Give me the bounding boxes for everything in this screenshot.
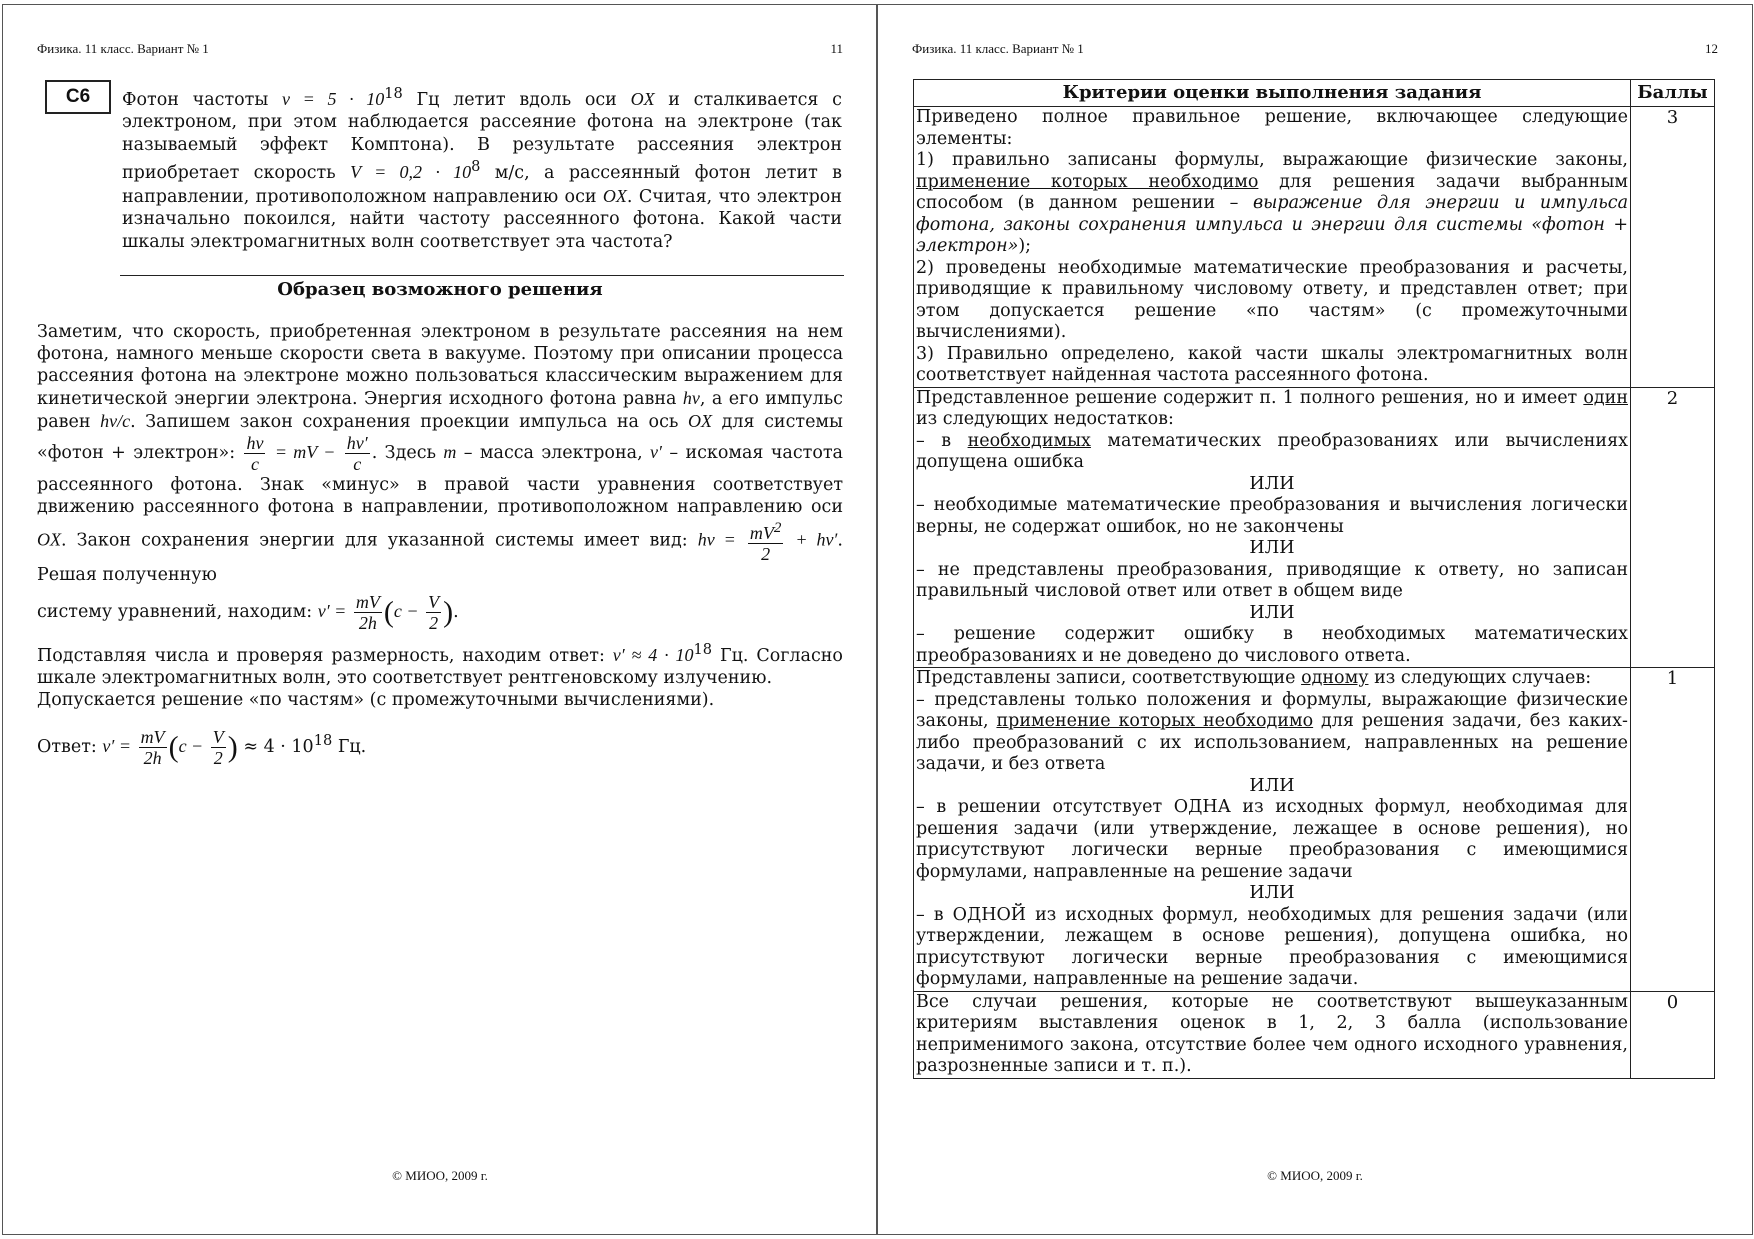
criteria-header: Критерии оценки выполнения задания [914, 80, 1631, 107]
points-cell: 0 [1631, 991, 1715, 1078]
footer: © МИОО, 2009 г. [1267, 1168, 1363, 1183]
page-left [2, 4, 878, 1235]
page-number: 12 [1705, 41, 1718, 56]
solution-paragraph-4: Допускается решение «по частям» (с промежуточными вычислениями). [37, 689, 715, 710]
footer: © МИОО, 2009 г. [392, 1168, 488, 1183]
equation-3: $\frac{mV}{2h}$ [355, 592, 380, 633]
task-label: С6 [45, 80, 111, 114]
points-header: Баллы [1631, 80, 1715, 107]
table-row [914, 107, 1715, 388]
criteria-cell-0: Все случаи решения, которые не соответствуют вышеуказанным критериям выставления оценок в 1, 2, 3 балла (использование неприменимого закона, отсутствие более чем одного исходного уравнения, разрозненные записи и т. п.). [914, 991, 1631, 1078]
page-number: 11 [830, 41, 843, 56]
table-row [914, 387, 1715, 668]
criteria-cell-3: Приведено полное правильное решение, включающее следующие элементы: 1) правильно записаны формулы, выражающие физические законы, применение которых необходимо для решения задачи выбранным способом (в данном решении – выражение для энергии и импульса фотона, законы сохранения импульса и энергии для системы «фотон + электрон»); 2) проведены необходимые математические преобразования и расчеты, приводящие к правильному числовому ответу, и представлен ответ; при этом допускается решение «по частям» (с промежуточными вычислениями). 3) Правильно определено, какой части шкалы электромагнитных волн соответствует найденная частота рассеянного фотона. [914, 107, 1631, 388]
criteria-cell-1: Представлены записи, соответствующие одному из следующих случаев: – представлены только положения и формулы, выражающие физические законы, применение которых необходимо для решения задачи, без каких-либо преобразований с их использованием, направленных на решение задачи, и без ответа ИЛИ – в решении отсутствует ОДНА из исходных формул, необходимая для решения задачи (или утверждение, лежащее в основе решения), но присутствуют логически верные преобразования с имеющимися формулами, направленные на решение задачи ИЛИ – в ОДНОЙ из исходных формул, необходимых для решения задачи (или утверждении, лежащем в основе решения), допущена ошибка, но присутствуют логически верные преобразования с имеющимися формулами, направленные на решение задачи. [914, 668, 1631, 992]
task-text: Фотон частоты $\nu = 5 \cdot 10^{18}$ Гц летит вдоль оси OX и сталкивается с электроном, при этом наблюдается рассеяние фотона на электроне (так называемый эффект Комптона). В результате рассеяния электрон приобретает скорость $V = 0,2 \cdot 10^8$ м/с, а рассеянный фотон летит в направлении, противоположном направлению оси OX. Считая, что электрон изначально покоился, найти частоту рассеянного фотона. Какой части шкалы электромагнитных волн соответствует эта частота? [122, 85, 842, 252]
solution-heading: Образец возможного решения [277, 279, 603, 300]
equation-1: $\frac{h\nu}{c}$ [246, 433, 264, 474]
header-title: Физика. 11 класс. Вариант № 1 [912, 41, 1084, 56]
solution-paragraph-3: Подставляя числа и проверяя размерность, находим ответ: $\nu' \approx 4 \cdot 10^{18}$ Гц. Согласно шкале электромагнитных волн, это соответствует рентгеновскому излучению. [37, 641, 843, 688]
solution-paragraph-2: систему уравнений, находим: ν′ = $\frac{mV}{2h}$ (c − $\frac{V}{2}$ ). [37, 592, 459, 633]
solution-body [37, 321, 843, 768]
final-answer: Ответ: ν′ = $\frac{mV}{2h}$ (c − $\frac{V}{2}$ ) ≈ $4 \cdot 10^{18}$ Гц. [37, 726, 367, 768]
points-cell: 2 [1631, 387, 1715, 668]
table-row [914, 668, 1715, 992]
header-title: Физика. 11 класс. Вариант № 1 [37, 41, 209, 56]
criteria-cell-2: Представленное решение содержит п. 1 полного решения, но и имеет один из следующих недостатков: – в необходимых математических преобразованиях или вычислениях допущена ошибка ИЛИ – необходимые математические преобразования и вычисления логически верны, не содержат ошибок, но не закончены ИЛИ – не представлены преобразования, приводящие к ответу, но записан правильный числовой ответ или ответ в общем виде ИЛИ – решение содержит ошибку в необходимых математических преобразованиях и не доведено до числового ответа. [914, 387, 1631, 668]
solution-paragraph-1: Заметим, что скорость, приобретенная электроном в результате рассеяния на нем фотона, намного меньше скорости света в вакууме. Поэтому при описании процесса рассеяния фотона на электроне можно пользоваться классическим выражением для кинетической энергии электрона. Энергия исходного фотона равна hν, а его импульс равен hν/c. Запишем закон сохранения проекции импульса на ось OX для системы «фотон + электрон»: $\frac{h\nu}{c}$ = mV − $\frac{h\nu'}{c}$ . Здесь m – масса электрона, ν′ – искомая частота рассеянного фотона. Знак «минус» в правой части уравнения соответствует движению рассеянного фотона в направлении, противоположном направлению оси OX. Закон сохранения энергии для указанной системы имеет вид: hν = $\frac{mV^2}{2}$ + hν′. Решая полученную [37, 322, 843, 585]
points-cell: 1 [1631, 668, 1715, 992]
equation-2: $\frac{mV^2}{2}$ [749, 520, 782, 564]
table-header-row [914, 80, 1715, 107]
criteria-table [913, 79, 1715, 1079]
table-row [914, 991, 1715, 1078]
divider [120, 275, 844, 276]
page-right [876, 4, 1753, 1235]
points-cell: 3 [1631, 107, 1715, 388]
